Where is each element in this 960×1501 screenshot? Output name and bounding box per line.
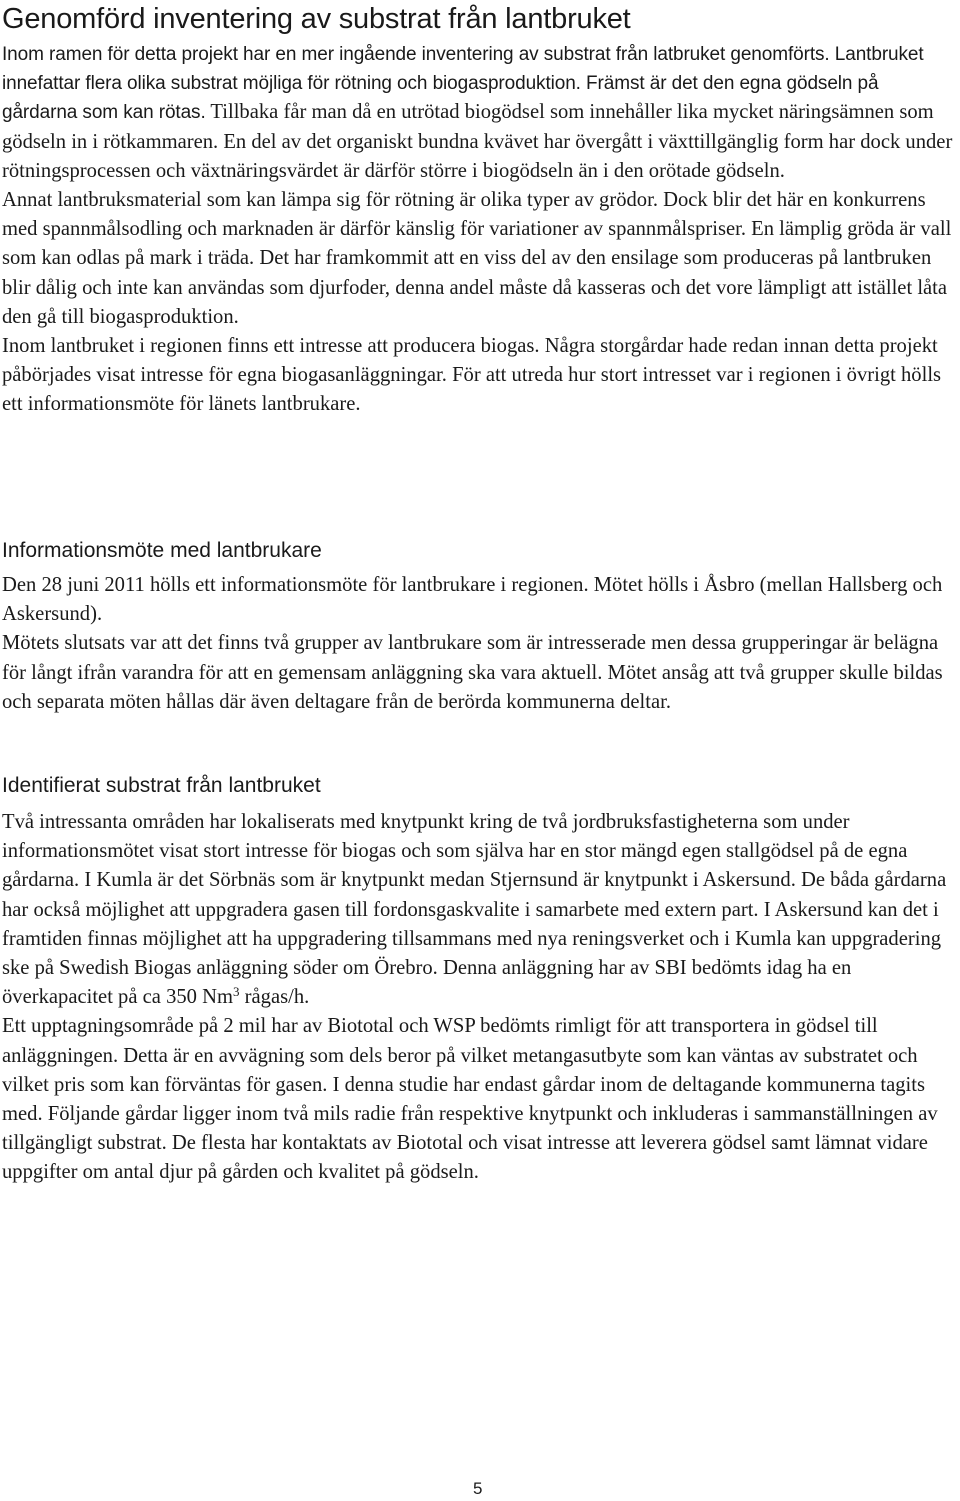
intro-paragraph <box>2 40 957 186</box>
section-informationsmote <box>2 571 957 717</box>
page-number: 5 <box>473 1479 483 1498</box>
intro-sans-text: Inom ramen för detta projekt har en mer ingående inventering av substrat från latbruket genomförts. Lantbruket innefattar flera olika substrat möjliga för rötning och biogasproduktion. Främst är det den egna gödseln på gårdarna som kan rötas. <box>2 44 924 124</box>
substrat-paragraph-1-tail: rågas/h. <box>239 986 310 1009</box>
superscript-exponent: 3 <box>233 984 240 1000</box>
substrat-paragraph-1-text: Två intressanta områden har lokaliserats med knytpunkt kring de två jordbruksfastigheterna som under informationsmötet visat stort intresse för biogas och som själva har en stor mängd egen stallgödsel på de egna gårdarna. I Kumla är det Sörbnäs som är knytpunkt medan Stjernsund är knytpunkt i Askersund. De båda gårdarna har också möjlighet att uppgradera gasen till fordonsgaskvalite i samarbete med extern part. I Askersund kan det i framtiden finnas möjlighet att ha uppgradering tillsammans med nya reningsverket och i Kumla kan uppgradering ske på Swedish Biogas anläggning söder om Örebro. Denna anläggning har av SBI bedömts idag ha en överkapacitet på ca 350 Nm <box>2 811 947 1009</box>
substrat-paragraph-2: Ett upptagningsområde på 2 mil har av Biototal och WSP bedömts rimligt för att transportera in gödsel till anläggningen. Detta är en avvägning som dels beror på vilket metangasutbyte som kan väntas av substratet och vilket pris som kan förväntas för gasen. I denna studie har endast gårdar inom de deltagande kommunerna tagits med. Följande gårdar ligger inom två mils radie från respektive knytpunkt och inkluderas i sammanställningen av tillgängligt substrat. De flesta har kontaktats av Biototal och visat intresse att leverera gödsel samt lämnat vidare uppgifter om antal djur på gården och kvalitet på gödseln. <box>2 1015 938 1184</box>
section-heading-informationsmote: Informationsmöte med lantbrukare <box>2 539 322 562</box>
intro-serif-text: Tillbaka får man då en utrötad biogödsel som innehåller lika mycket näringsämnen som gödseln in i rötkammaren. En del av det organiskt bundna kvävet har övergått i växttillgänglig form har dock under rötningsprocessen och växtnäringsvärdet är därför större i biogödseln än i den orötade gödseln. <box>2 101 953 182</box>
section-heading-substrat: Identifierat substrat från lantbruket <box>2 774 321 797</box>
section-substrat <box>2 808 957 1188</box>
page-title: Genomförd inventering av substrat från lantbruket <box>2 3 631 35</box>
info-paragraph-2: Mötets slutsats var att det finns två grupper av lantbrukare som är intresserade men dessa grupperingar är belägna för långt ifrån varandra för att en gemensam anläggning ska vara aktuell. Mötet ansåg att två grupper skulle bildas och separata möten hållas där även deltagare från de berörda kommunerna deltar. <box>2 632 943 713</box>
info-paragraph-1: Den 28 juni 2011 hölls ett informationsmöte för lantbrukare i regionen. Mötet hölls i Åsbro (mellan Hallsberg och Askersund). <box>2 574 943 626</box>
intro-paragraph-grodor: Annat lantbruksmaterial som kan lämpa sig för rötning är olika typer av grödor. Dock blir det här en konkurrens med spannmålsodling och marknaden är därför känslig för variationer av spannmålspriser. En lämplig gröda är vall som kan odlas på mark i träda. Det har framkommit att en viss del av den ensilage som produceras på lantbruken blir dålig och inte kan användas som djurfoder, denna andel måste då kasseras och det vore lämpligt att istället låta den gå till biogasproduktion. <box>2 189 952 328</box>
substrat-paragraph-1 <box>2 808 957 1012</box>
intro-paragraph-intresse: Inom lantbruket i regionen finns ett intresse att producera biogas. Några storgårdar hade redan innan detta projekt påbörjades visat intresse för egna biogasanläggningar. För att utreda hur stort intresset var i regionen i övrigt hölls ett informationsmöte för länets lantbrukare. <box>2 335 942 416</box>
